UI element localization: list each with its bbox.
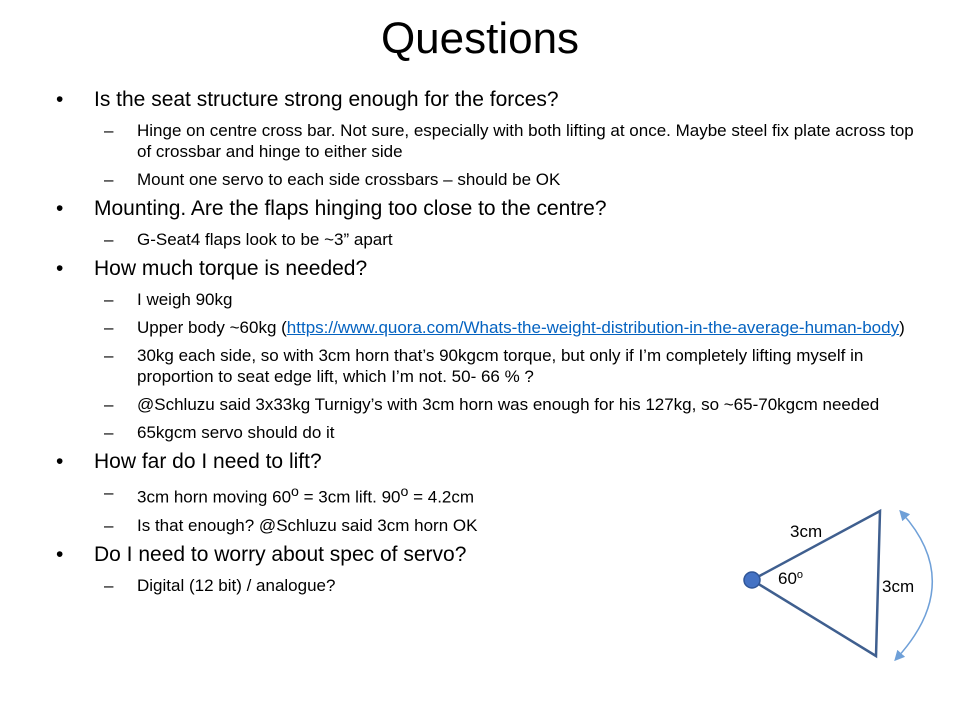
sub-bullet: – Is that enough? @Schluzu said 3cm horn OK: [104, 515, 478, 535]
bullet-mounting: • Mounting. Are the flaps hinging too close to the centre?: [56, 197, 607, 220]
dash-marker: –: [104, 575, 114, 595]
bullet-marker: •: [56, 197, 64, 220]
dash-marker: –: [104, 346, 114, 365]
horn-length-label: 3cm: [790, 522, 823, 541]
bullet-marker: •: [56, 257, 64, 280]
sub-bullet: – 65kgcm servo should do it: [104, 423, 335, 442]
sub-bullet: – 30kg each side, so with 3cm horn that’s 90kgcm torque, but only if I’m completely lifting myself in proportion to seat edge lift, which I’m not. 50- 66 % ?: [104, 346, 864, 386]
dash-marker: –: [104, 121, 114, 140]
dash-marker: –: [104, 230, 114, 249]
sub-bullet: – Mount one servo to each side crossbars – should be OK: [104, 170, 561, 189]
sub-bullet-with-link: – Upper body ~60kg (https://www.quora.com/Whats-the-weight-distribution-in-the-average-human-body): [104, 318, 905, 337]
bullet-torque: • How much torque is needed?: [56, 257, 368, 280]
sub-bullet: – Hinge on centre cross bar. Not sure, especially with both lifting at once. Maybe steel fix plate across top of crossbar and hinge to either side: [104, 121, 914, 161]
bullet-marker: •: [56, 450, 64, 473]
quora-link[interactable]: https://www.quora.com/Whats-the-weight-distribution-in-the-average-human-body: [286, 318, 900, 337]
sub-bullet: – G-Seat4 flaps look to be ~3” apart: [104, 230, 393, 249]
bullet-servo-spec: • Do I need to worry about spec of servo?: [56, 542, 467, 566]
dash-marker: –: [104, 290, 114, 309]
angle-label: 60$^o$: [778, 569, 804, 588]
bullet-seat-structure: • Is the seat structure strong enough for the forces?: [56, 88, 559, 111]
dash-marker: –: [104, 395, 114, 414]
sub-bullet: – @Schluzu said 3x33kg Turnigy’s with 3cm horn was enough for his 127kg, so ~65-70kgcm needed: [104, 395, 880, 414]
sub-bullet: – 3cm horn moving $60^o = 3cm$ lift. $90^o = 4.2cm$: [104, 483, 475, 507]
slide-title: Questions: [380, 14, 580, 63]
sub-bullet: – Digital (12 bit) / analogue?: [104, 575, 336, 595]
bullet-marker: •: [56, 542, 64, 566]
dash-marker: –: [104, 515, 114, 535]
pivot-point: [744, 572, 760, 588]
sub-bullet: – I weigh 90kg: [104, 290, 233, 309]
lift-length-label: 3cm: [882, 577, 915, 596]
dash-marker: –: [104, 318, 114, 337]
bullet-lift-distance: • How far do I need to lift?: [56, 450, 322, 473]
dash-marker: –: [104, 423, 114, 442]
dash-marker: –: [104, 170, 114, 189]
bullet-marker: •: [56, 88, 64, 111]
dash-marker: –: [104, 483, 114, 502]
